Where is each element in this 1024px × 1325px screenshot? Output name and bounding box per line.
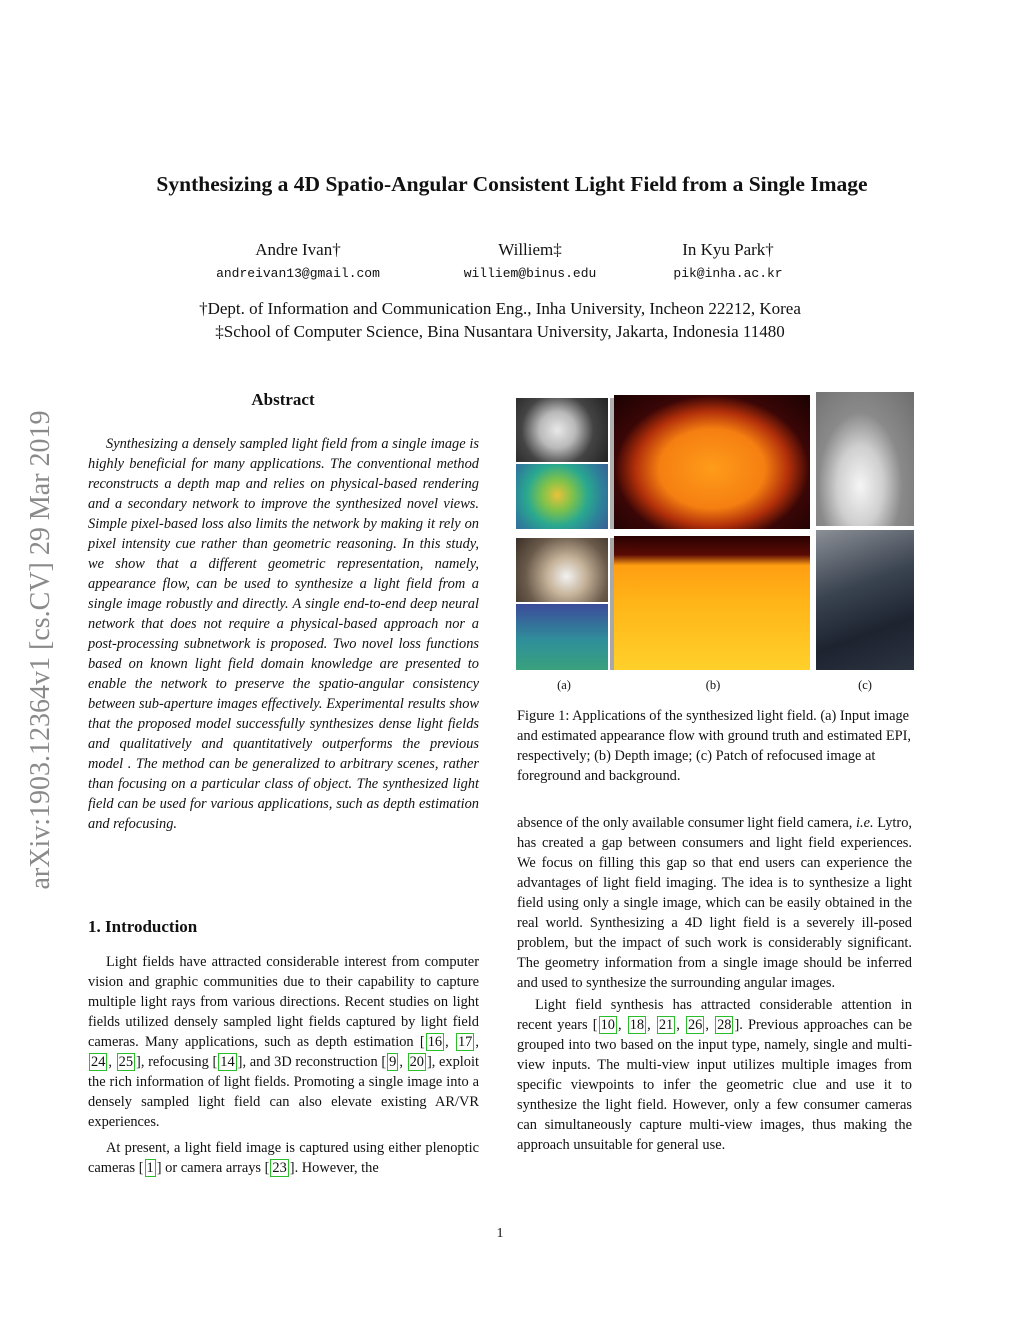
intro-paragraph-4: Light field synthesis has attracted considerable attention in recent years [ 10 , 18 , 21 , 26 , 28 ]. Previous approaches can be grouped into two based on the input type, namely, single and multi-view inputs. The multi-view input utilizes multiple images from specific viewpoints to infer the geometric clue and use it to synthesize the light field. However, only a few consumer cameras can simultaneously capture multi-view images, thus making the approach unsuitable for general use. — [517, 997, 912, 1153]
input-image-toy — [516, 538, 608, 602]
refocused-patch-foreground — [816, 392, 914, 526]
intro-right-column — [517, 813, 912, 1155]
page-number: 1 — [496, 1226, 504, 1241]
author-email: pik@inha.ac.kr — [673, 266, 783, 281]
citation-link[interactable]: 16 — [427, 1034, 443, 1050]
subfigure-label-b: (b) — [705, 678, 721, 692]
author-name: In Kyu Park† — [682, 240, 774, 259]
figure-1-caption: Figure 1: Applications of the synthesized light field. (a) Input image and estimated appearance flow with ground truth and estimated EPI, respectively; (b) Depth image; (c) Patch of refocused image at foreground and background. — [517, 708, 912, 784]
depth-image-toy — [614, 536, 810, 670]
author-email: andreivan13@gmail.com — [216, 266, 380, 281]
author-email: williem@binus.edu — [463, 266, 597, 281]
citation-link[interactable]: 21 — [658, 1017, 674, 1033]
citation-link[interactable]: 18 — [629, 1017, 645, 1033]
citation-link[interactable]: 10 — [600, 1017, 615, 1033]
depth-image-flower — [614, 395, 810, 529]
citation-link[interactable]: 26 — [687, 1017, 703, 1033]
paper-title: Synthesizing a 4D Spatio-Angular Consistent Light Field from a Single Image — [156, 172, 868, 196]
citation-link[interactable]: 17 — [457, 1034, 473, 1050]
appearance-flow-flower — [516, 464, 608, 529]
appearance-flow-toy — [516, 604, 608, 670]
affiliation-1: †Dept. of Information and Communication Eng., Inha University, Incheon 22212, Korea — [199, 299, 801, 318]
citation-link[interactable]: 20 — [409, 1054, 424, 1070]
author-3 — [608, 240, 848, 281]
intro-paragraph-1: Light fields have attracted considerable interest from computer vision and graphic communities due to their capability to capture multiple light rays from various directions. Recent studies on light fields utilized densely sampled light fields captured by light field cameras. Many applications, such as depth estimation [ 16 , 17 , 24 , 25 ], refocusing [ 14 ], and 3D reconstruction [ 9 , 20 ], exploit the rich information of light fields. Promoting a single image into a densely sampled light field can also elevate existing AR/VR experiences. — [88, 954, 479, 1130]
intro-heading: 1. Introduction — [88, 917, 198, 936]
subfigure-label-a: (a) — [557, 678, 571, 692]
intro-left-column — [88, 952, 479, 1178]
citation-link[interactable]: 24 — [91, 1054, 106, 1070]
refocused-patch-background — [816, 530, 914, 670]
affiliation-2: ‡School of Computer Science, Bina Nusantara University, Jakarta, Indonesia 11480 — [215, 322, 785, 341]
figure-1 — [516, 392, 914, 672]
citation-link[interactable]: 1 — [146, 1160, 154, 1176]
author-1 — [178, 240, 418, 281]
citation-link[interactable]: 25 — [118, 1054, 134, 1070]
citation-link[interactable]: 28 — [717, 1017, 732, 1033]
author-name: Williem‡ — [498, 240, 562, 259]
intro-paragraph-2: At present, a light field image is captured using either plenoptic cameras [ 1 ] or camera arrays [ 23 ]. However, the — [88, 1140, 479, 1176]
author-name: Andre Ivan† — [255, 240, 341, 259]
intro-paragraph-3: absence of the only available consumer light field camera, i.e. Lytro, has created a gap between consumers and light field experiences. We focus on filling this gap so that end users can experience the advantages of light field imaging. The idea is to synthesize a light field using only a single image, which can be easily obtained in the real world. Synthesizing a 4D light field is a severely ill-posed problem, but the impact of such work is considerably significant. The geometry information from a single image should be inferred and used to synthesize the surrounding angular images. — [517, 815, 913, 991]
subfigure-label-c: (c) — [858, 678, 872, 692]
citation-link[interactable]: 23 — [272, 1160, 287, 1176]
abstract-heading: Abstract — [251, 390, 315, 409]
input-image-flower — [516, 398, 608, 462]
abstract-text: Synthesizing a densely sampled light field from a single image is highly beneficial for many applications. The conventional method reconstructs a depth map and relies on physical-based rendering and a secondary network to improve the synthesized novel views. Simple pixel-based loss also limits the network by making it rely on pixel intensity cue rather than geometric reasoning. In this study, we show that a different geometric representation, namely, appearance flow, can be used to synthesize a light field from a single image robustly and directly. A single end-to-end deep neural network that does not require a physical-based approach nor a post-processing subnetwork is proposed. Two novel loss functions based on known light field domain knowledge are presented to enable the network to preserve the spatio-angular consistency between sub-aperture images effectively. Experimental results show that the proposed model successfully synthesizes dense light fields and qualitatively and quantitatively outperforms the previous model . The method can be generalized to arbitrary scenes, rather than focusing on a particular class of object. The synthesized light field can be used for various applications, such as depth estimation and refocusing. — [88, 436, 479, 832]
citation-link[interactable]: 9 — [389, 1054, 397, 1070]
arxiv-watermark: arXiv:1903.12364v1 [cs.CV] 29 Mar 2019 — [25, 410, 56, 890]
citation-link[interactable]: 14 — [220, 1054, 235, 1070]
